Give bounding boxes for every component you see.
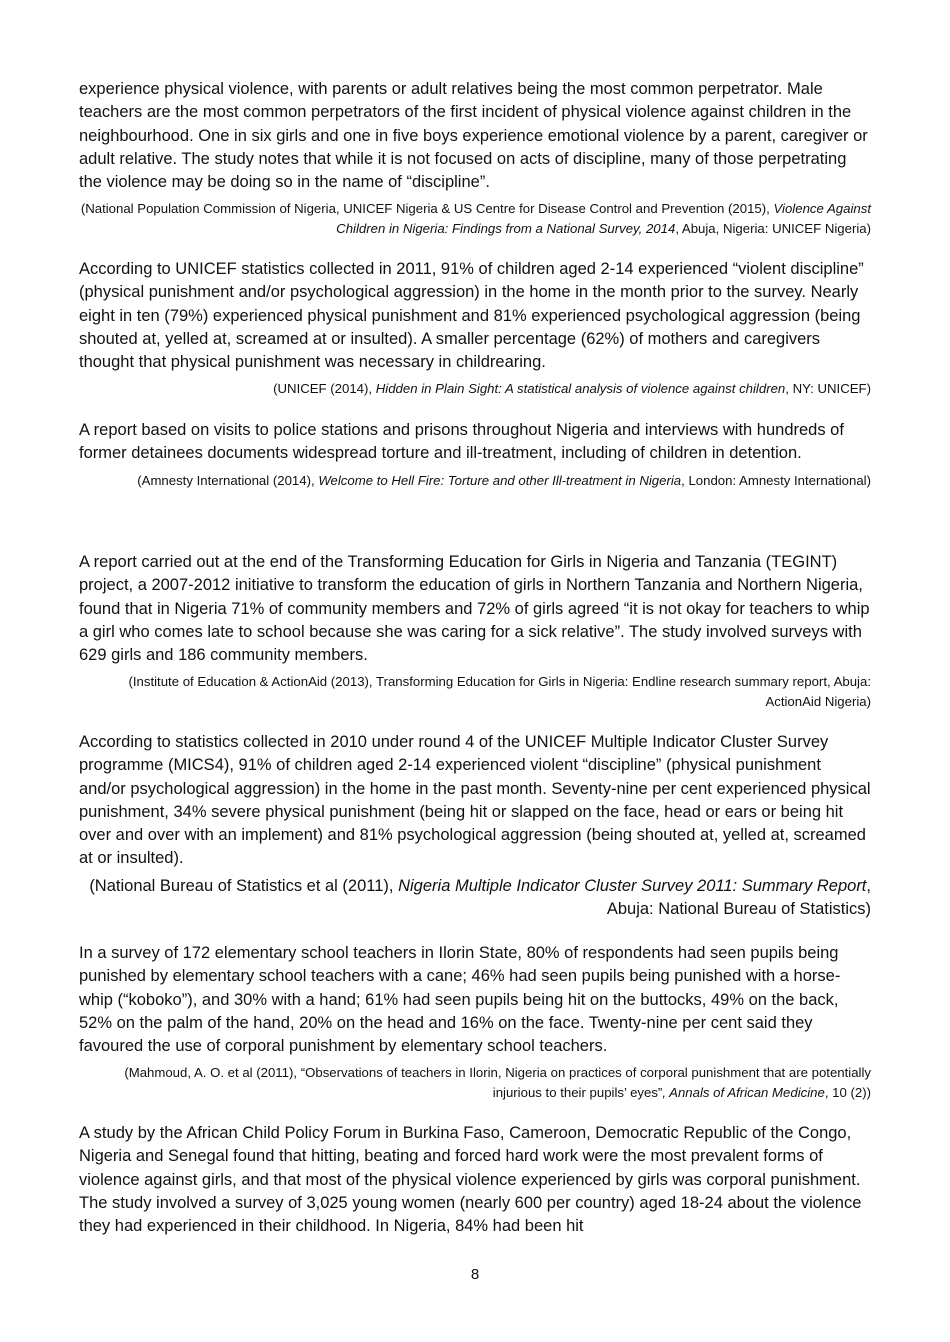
- paragraph-text: experience physical violence, with parents or adult relatives being the most common perpetrator. Male teachers are the most common perpetrators of the first incident of physical violence against children in the neighbourhood. One in six girls and one in five boys experience emotional violence by a parent, caregiver or adult relative. The study notes that while it is not focused on acts of discipline, many of those perpetrating the violence may be doing so in the name of “discipline”.: [79, 80, 868, 192]
- citation: [79, 379, 871, 398]
- citation-title: Violence Against Children in Nigeria: Findings from a National Survey, 2014: [336, 201, 871, 236]
- citation-suffix: , 10 (2)): [824, 1084, 871, 1100]
- citation: [79, 199, 871, 238]
- citation-title: Hidden in Plain Sight: A statistical analysis of violence against children: [375, 381, 786, 397]
- paragraph-text: A study by the African Child Policy Forum in Burkina Faso, Cameroon, Democratic Republic of the Congo, Nigeria and Senegal found that hitting, beating and forced hard work were the most prevalent forms of violence against girls, and that most of the physical violence experienced by girls was corporal punishment. The study involved a survey of 3,025 young women (nearly 600 per country) aged 18-24 about the violence they had experienced in their childhood. In Nigeria, 84% had been hit: [79, 1124, 862, 1236]
- citation-title: Welcome to Hell Fire: Torture and other Ill-treatment in Nigeria: [318, 472, 682, 488]
- citation-suffix: , NY: UNICEF): [785, 381, 871, 397]
- citation-title: , Annals of African Medicine: [662, 1084, 825, 1100]
- citation-text: (National Bureau of Statistics et al (2011),: [89, 876, 394, 895]
- paragraph-block-6: [79, 942, 871, 1102]
- citation: [79, 1063, 871, 1102]
- citation-suffix: , Abuja, Nigeria: UNICEF Nigeria): [675, 220, 871, 236]
- page-number: 8: [470, 1266, 480, 1283]
- citation-suffix: , Abuja: National Bureau of Statistics): [606, 876, 871, 919]
- citation-text: (Amnesty International (2014),: [137, 472, 315, 488]
- paragraph-text: According to statistics collected in 2010 under round 4 of the UNICEF Multiple Indicator Cluster Survey programme (MICS4), 91% of children aged 2-14 experienced violent “discipline” (physical punishment and/or psychological aggression) in the home in the past month. Seventy-nine per cent experienced physical punishment, 34% severe physical punishment (being hit or slapped on the face, head or ears or being hit over and over with an implement) and 81% psychological aggression (being shouted at, yelled at, screamed at or insulted).: [79, 733, 871, 868]
- paragraph-block-5: [79, 731, 871, 921]
- paragraph-text: A report based on visits to police stations and prisons throughout Nigeria and interviews with hundreds of former detainees documents widespread torture and ill-treatment, including of children in detention.: [79, 421, 844, 463]
- citation-title: Nigeria Multiple Indicator Cluster Survey 2011: Summary Report: [398, 876, 867, 895]
- paragraph-block-4: [79, 551, 871, 711]
- paragraph-block-7: [79, 1122, 871, 1238]
- paragraph-block-3: [79, 419, 871, 490]
- paragraph-text: In a survey of 172 elementary school teachers in Ilorin State, 80% of respondents had seen pupils being punished by elementary school teachers with a cane; 46% had seen pupils being punished with a horse-whip (“koboko”), and 30% with a hand; 61% had seen pupils being hit on the buttocks, 49% on the back, 52% on the palm of the hand, 20% on the head and 16% on the face. Twenty-nine per cent said they favoured the use of corporal punishment by elementary school teachers.: [79, 944, 841, 1056]
- citation-text: (Mahmoud, A. O. et al (2011), “Observations of teachers in Ilorin, Nigeria on practices of corporal punishment that are potentially injurious to their pupils’ eyes”: [124, 1065, 871, 1100]
- paragraph-block-1: [79, 78, 871, 238]
- citation-text: (UNICEF (2014),: [273, 381, 373, 397]
- citation: [79, 471, 871, 490]
- paragraph-block-2: [79, 258, 871, 399]
- citation-suffix: , London: Amnesty International): [681, 472, 871, 488]
- citation-text: (Institute of Education & ActionAid (2013), Transforming Education for Girls in Nigeria: Endline research summary report, Abuja: ActionAid Nigeria): [128, 674, 871, 709]
- citation-text: (National Population Commission of Nigeria, UNICEF Nigeria & US Centre for Disease Control and Prevention (2015),: [80, 201, 770, 217]
- citation: [79, 875, 871, 922]
- citation: [79, 672, 871, 711]
- paragraph-text: A report carried out at the end of the Transforming Education for Girls in Nigeria and Tanzania (TEGINT) project, a 2007-2012 initiative to transform the education of girls in Northern Tanzania and Northern Nigeria, found that in Nigeria 71% of community members and 72% of girls agreed “it is not okay for teachers to whip a girl who comes late to school because she was caring for a sick relative”. The study involved surveys with 629 girls and 186 community members.: [79, 553, 870, 665]
- paragraph-text: According to UNICEF statistics collected in 2011, 91% of children aged 2-14 experienced “violent discipline” (physical punishment and/or psychological aggression) in the home in the month prior to the survey. Nearly eight in ten (79%) experienced physical punishment and 81% experienced psychological aggression (being shouted at, yelled at, screamed at or insulted). A smaller percentage (62%) of mothers and caregivers thought that physical punishment was necessary in childrearing.: [79, 260, 864, 372]
